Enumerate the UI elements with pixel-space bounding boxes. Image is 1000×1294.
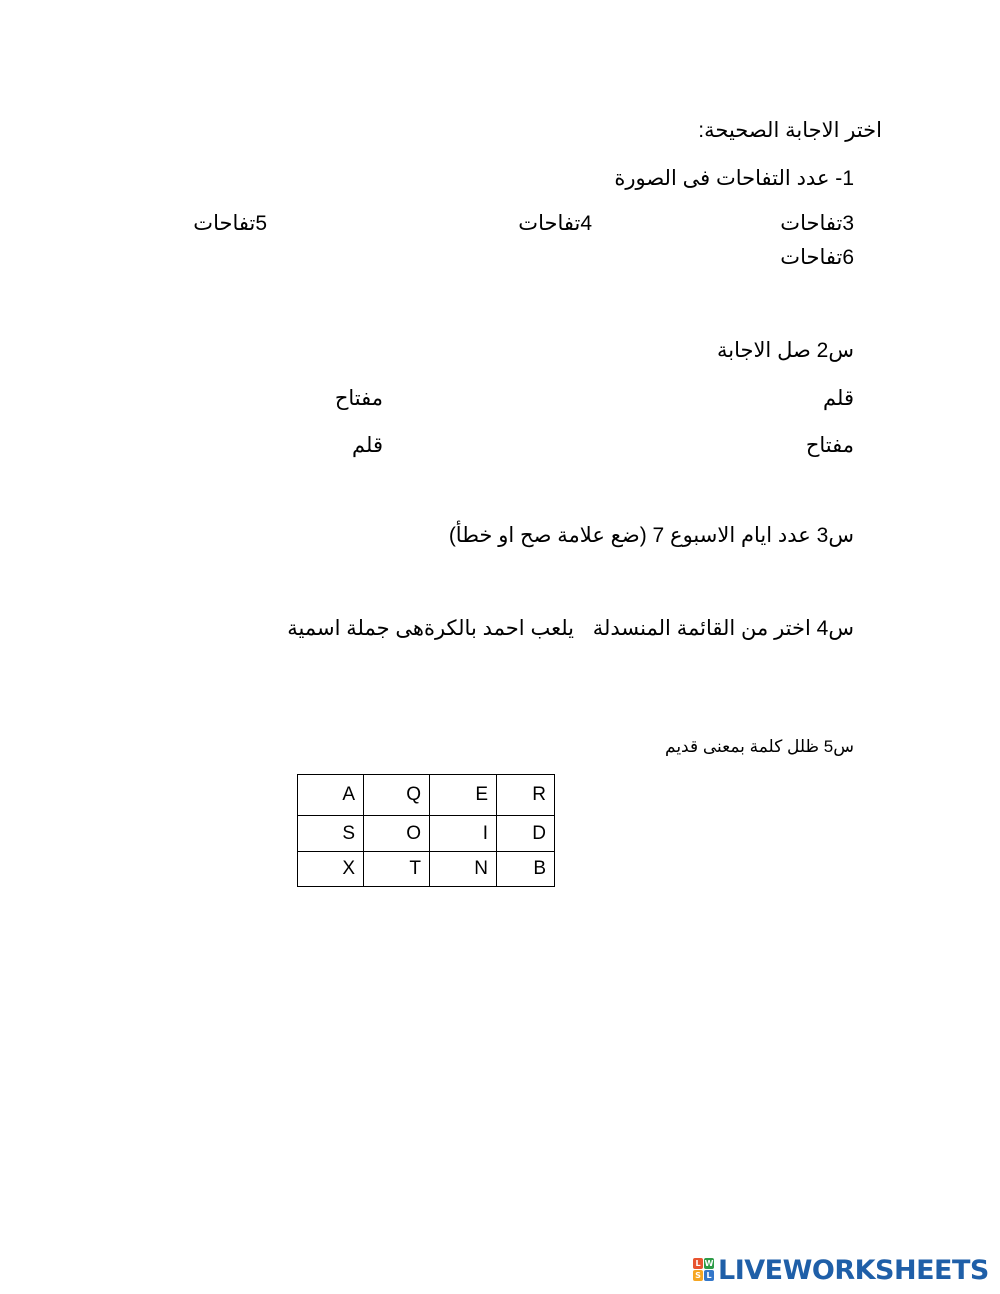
q1-option-4[interactable]: 6تفاحات <box>780 246 854 269</box>
q4-question: س4 اختر من القائمة المنسدلة <box>592 617 854 640</box>
grid-cell[interactable]: A <box>298 775 364 816</box>
q5-question: س5 ظلل كلمة بمعنى قديم <box>665 737 854 756</box>
logo-text: LIVEWORKSHEETS <box>718 1254 989 1286</box>
q2-question: س2 صل الاجابة <box>716 339 854 362</box>
q3-question: س3 عدد ايام الاسبوع 7 (ضع علامة صح او خطأ) <box>448 524 854 547</box>
q1-option-3[interactable]: 5تفاحات <box>193 212 267 235</box>
grid-cell[interactable]: O <box>364 816 430 852</box>
grid-cell[interactable]: S <box>298 816 364 852</box>
liveworksheets-logo <box>693 1253 989 1287</box>
grid-cell[interactable]: N <box>430 852 497 887</box>
grid-cell[interactable]: R <box>497 775 555 816</box>
q2-right-item-2[interactable]: قلم <box>352 434 383 457</box>
q4-tail: هى جملة اسمية <box>287 617 424 640</box>
q2-left-item-1[interactable]: قلم <box>823 387 854 410</box>
grid-cell[interactable]: X <box>298 852 364 887</box>
q4-sentence: يلعب احمد بالكرة <box>423 617 574 640</box>
instruction-heading: اختر الاجابة الصحيحة: <box>698 119 882 142</box>
letter-grid <box>297 774 555 887</box>
grid-cell[interactable]: E <box>430 775 497 816</box>
logo-blocks-icon <box>693 1258 715 1282</box>
q1-question: 1- عدد التفاحات فى الصورة <box>614 167 854 190</box>
q2-right-item-1[interactable]: مفتاح <box>334 387 383 410</box>
grid-cell[interactable]: B <box>497 852 555 887</box>
logo-block-4: L <box>704 1270 714 1281</box>
logo-block-2: W <box>704 1259 714 1268</box>
q2-left-item-2[interactable]: مفتاح <box>805 434 854 457</box>
q1-option-2[interactable]: 4تفاحات <box>518 212 592 235</box>
logo-block-3: S <box>693 1270 703 1281</box>
grid-cell[interactable]: T <box>364 852 430 887</box>
logo-block-1: L <box>693 1258 703 1269</box>
grid-cell[interactable]: D <box>497 816 555 852</box>
grid-cell[interactable]: Q <box>364 775 430 816</box>
grid-cell[interactable]: I <box>430 816 497 852</box>
q1-option-1[interactable]: 3تفاحات <box>780 212 854 235</box>
